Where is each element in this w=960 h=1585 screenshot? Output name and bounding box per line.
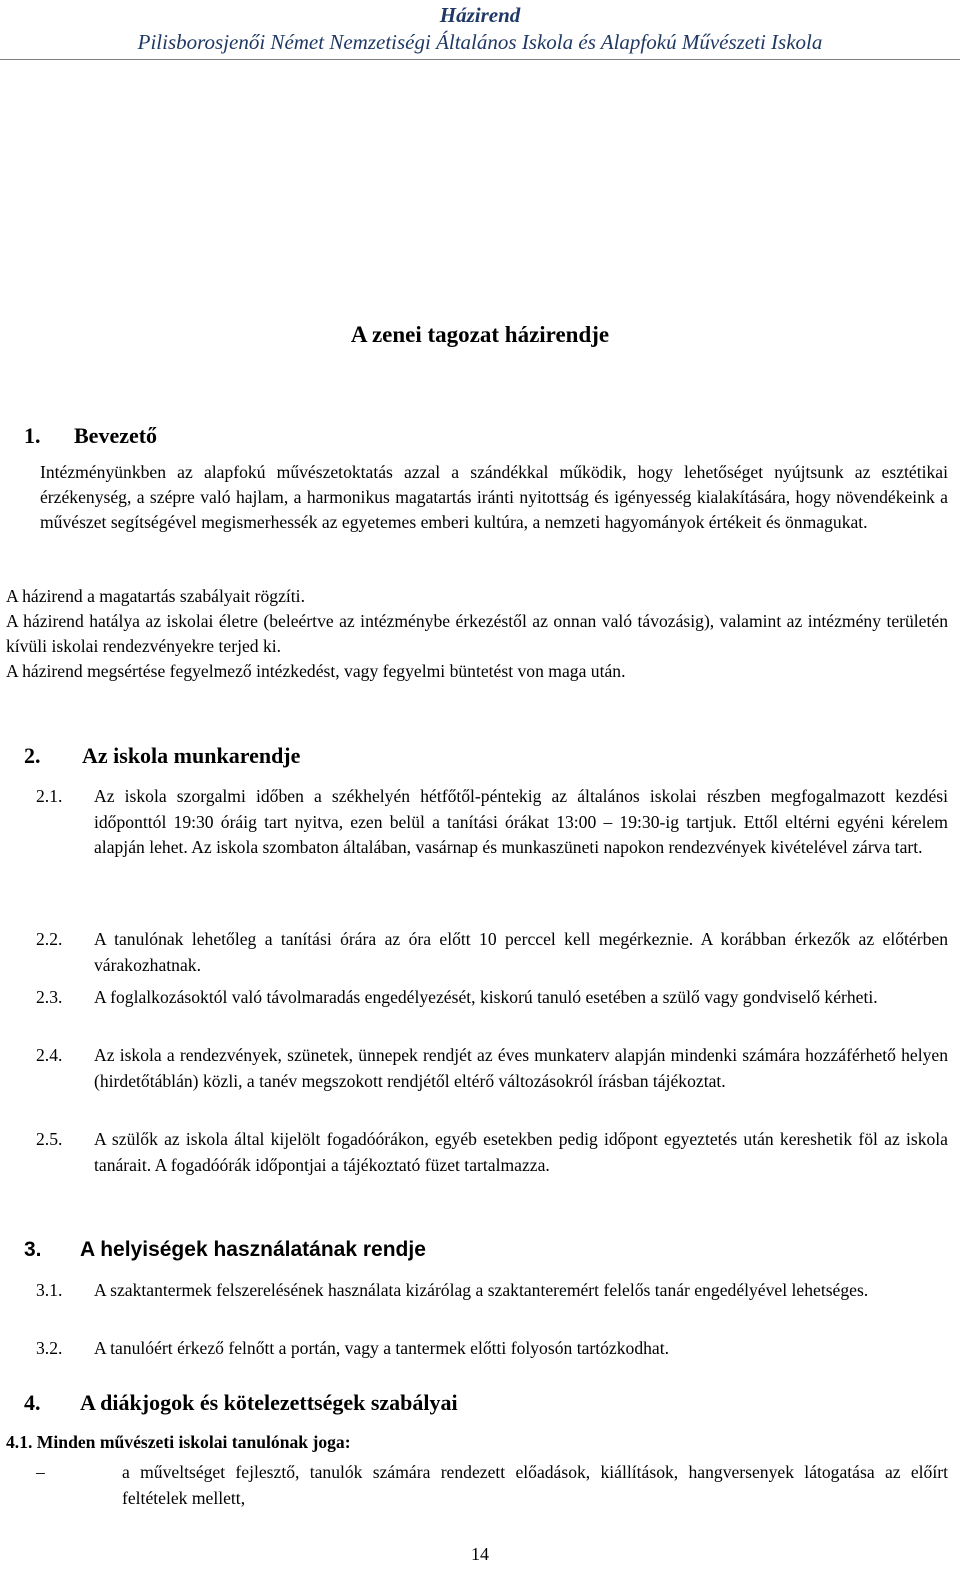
page-number: 14	[471, 1544, 489, 1564]
section-3-heading	[24, 1238, 426, 1262]
section-1-heading	[24, 423, 157, 449]
item-text: A foglalkozásoktól való távolmaradás engedélyezését, kiskorú tanuló esetében a szülő vagy gondviselő kérheti.	[94, 987, 878, 1007]
list-item	[36, 1127, 948, 1178]
section-1-paragraph-intro	[40, 460, 948, 535]
section-1-paragraph-3: A házirend hatálya az iskolai életre (beleértve az intézménybe érkezéstől az onnan való távozásig), valamint az intézmény területén kívüli iskolai rendezvényekre terjed ki.	[6, 611, 948, 656]
header-divider	[0, 59, 960, 60]
dash-bullet: –	[36, 1462, 45, 1482]
section-4-title: A diákjogok és kötelezettségek szabályai	[80, 1390, 458, 1415]
item-number: 2.2.	[36, 929, 63, 949]
item-number: 2.5.	[36, 1129, 63, 1149]
header-school-name: Pilisborosjenői Német Nemzetiségi Általános Iskola és Alapfokú Művészeti Iskola	[137, 30, 823, 54]
list-item	[36, 1460, 948, 1511]
section-2-title: Az iskola munkarendje	[82, 743, 301, 768]
list-item	[36, 1043, 948, 1094]
item-text: Az iskola szorgalmi időben a székhelyén hétfőtől-péntekig az általános iskolai részben megfogalmazott kezdési időponttól 19:30 óráig tart nyitva, ezen belül a tanítási órákat 13:00 – 19:30-ig tartjuk. Ettől eltérni egyéni kérelem alapján lehet. Az iskola szombaton általában, vasárnap és munkaszüneti napokon rendezvények kivételével zárva tart.	[94, 786, 948, 857]
item-text: A tanulóért érkező felnőtt a portán, vagy a tantermek előtti folyosón tartózkodhat.	[94, 1338, 670, 1358]
list-item	[36, 784, 948, 861]
section-3-title: A helyiségek használatának rendje	[80, 1238, 426, 1261]
item-number: 2.3.	[36, 987, 63, 1007]
intro-text: Intézményünkben az alapfokú művészetoktatás azzal a szándékkal működik, hogy lehetőséget nyújtsunk az esztétikai érzékenység, a szépre való hajlam, a harmonikus magatartás iránti nyitottság és igényesség kialakítására, hogy növendékeink a művészet segítségével megismerhessék az egyetemes emberi kultúra, a nemzeti hagyományok értékeit és önmagukat.	[40, 462, 948, 532]
running-header	[0, 2, 960, 56]
item-number: 3.1.	[36, 1280, 63, 1300]
section-4-number: 4.	[24, 1390, 41, 1415]
item-number: 3.2.	[36, 1338, 63, 1358]
header-title: Házirend	[439, 3, 521, 27]
item-text: Az iskola a rendezvények, szünetek, ünnepek rendjét az éves munkaterv alapján mindenki számára hozzáférhető helyen (hirdetőtáblán) közli, a tanév megszokott rendjétől eltérő változásokról írásban tájékoztat.	[94, 1045, 948, 1091]
section-3-number: 3.	[24, 1238, 42, 1261]
list-item	[36, 1278, 948, 1304]
section-1-paragraph-2: A házirend a magatartás szabályait rögzíti.	[6, 586, 305, 606]
page-title: A zenei tagozat házirendje	[350, 322, 610, 347]
section-1-paragraph-4: A házirend megsértése fegyelmező intézkedést, vagy fegyelmi büntetést von maga után.	[6, 661, 626, 681]
section-2-number: 2.	[24, 743, 41, 768]
item-text: A tanulónak lehetőleg a tanítási órára az óra előtt 10 perccel kell megérkeznie. A korábban érkezők az előtérben várakozhatnak.	[94, 929, 948, 975]
section-1-title: Bevezető	[74, 423, 158, 448]
item-text: A szaktantermek felszerelésének használata kizárólag a szaktanteremért felelős tanár engedélyével lehetséges.	[94, 1280, 869, 1300]
item-number: 2.1.	[36, 786, 63, 806]
list-item	[36, 985, 948, 1011]
item-text: A szülők az iskola által kijelölt fogadóórákon, egyéb esetekben pedig időpont egyeztetés után kereshetik föl az iskola tanárait. A fogadóórák időpontjai a tájékoztató füzet tartalmazza.	[94, 1129, 948, 1175]
section-2-heading	[24, 743, 300, 769]
subsection-heading: 4.1. Minden művészeti iskolai tanulónak joga:	[6, 1432, 351, 1452]
list-item	[36, 1336, 948, 1362]
list-item	[36, 927, 948, 978]
section-4-heading	[24, 1390, 458, 1416]
item-number: 2.4.	[36, 1045, 63, 1065]
item-text: a műveltséget fejlesztő, tanulók számára rendezett előadások, kiállítások, hangversenyek látogatása az előírt feltételek mellett,	[122, 1462, 948, 1508]
section-1-number: 1.	[24, 423, 41, 448]
